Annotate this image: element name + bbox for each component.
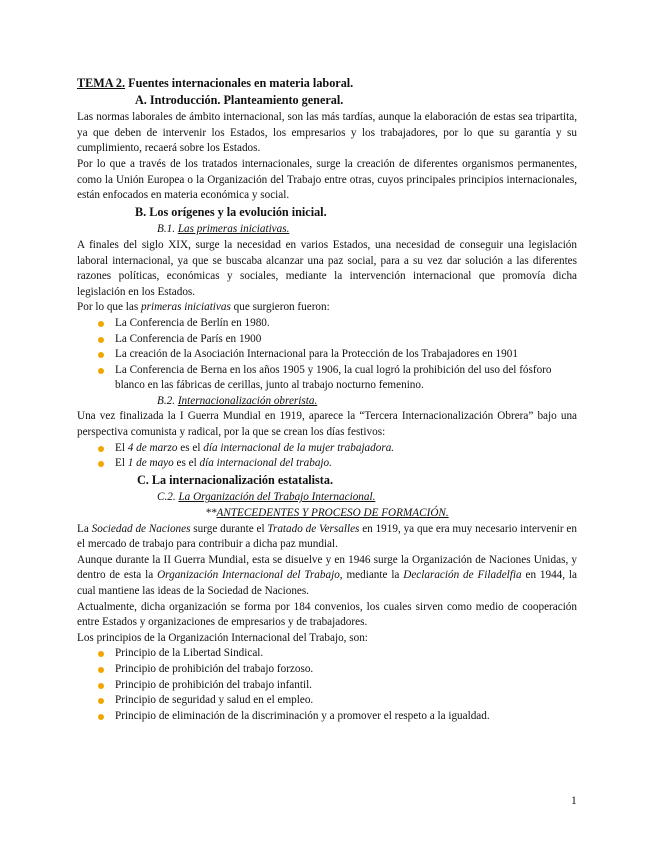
text-run: **	[205, 507, 217, 520]
paragraph	[77, 553, 577, 600]
document-title	[77, 76, 577, 92]
list-item: La creación de la Asociación Internacional para la Protección de los Trabajadores en 1901	[115, 347, 577, 363]
text-run: Organización Internacional del Trabajo	[157, 569, 340, 582]
list-item: Principio de prohibición del trabajo infantil.	[115, 678, 577, 694]
text-run: Declaración de Filadelfia	[403, 569, 522, 582]
subsection-b2-heading	[77, 394, 577, 410]
page-number: 1	[571, 795, 577, 807]
subsection-number: B.2.	[157, 394, 178, 407]
text-run: es el	[173, 457, 200, 470]
list-item	[115, 441, 577, 457]
text-run: surge durante el	[190, 522, 268, 535]
text-run: primeras iniciativas	[141, 301, 231, 314]
list-item: La Conferencia de París en 1900	[115, 332, 577, 348]
subsection-title: Internacionalización obrerista.	[177, 394, 318, 407]
text-run: día internacional del trabajo.	[199, 457, 332, 470]
section-a-heading: A. Introducción. Planteamiento general.	[135, 92, 344, 107]
paragraph: Por lo que a través de los tratados internacionales, surge la creación de diferentes organismos permanentes, como la Unión Europea o la Organización del Trabajo entre otras, cuyos principales principios internacionales, están enfocados en materia económica y social.	[77, 157, 577, 202]
subsection-title: Las primeras iniciativas.	[177, 223, 290, 236]
subsection-number: B.1.	[157, 223, 178, 236]
section-c-heading: C. La internacionalización estatalista.	[137, 472, 333, 487]
text-run: 1 de mayo	[127, 457, 174, 470]
list-item: Principio de la Libertad Sindical.	[115, 646, 577, 662]
text-run: , mediante la	[339, 569, 404, 582]
text-run: Por lo que las	[77, 301, 142, 314]
antecedentes-heading	[77, 506, 577, 522]
text-run: El	[115, 441, 128, 454]
text-run: que surgieron fueron:	[230, 301, 330, 314]
title-text: Fuentes internacionales en materia laboral.	[125, 76, 354, 90]
title-number: TEMA 2.	[77, 76, 126, 90]
section-b-heading: B. Los orígenes y la evolución inicial.	[135, 204, 327, 219]
subsection-c2-heading	[77, 490, 577, 506]
bullet-list-b1	[77, 316, 577, 394]
text-run: en 1919, ya que era muy necesario intervenir en el mercado de trabajo para contribuir a dicha paz mundial.	[77, 522, 577, 551]
text-run: es el	[177, 441, 204, 454]
paragraph: A finales del siglo XIX, surge la necesidad en varios Estados, una necesidad de conseguir una legislación laboral internacional, ya que se buscaba alcanzar una paz social, para a su vez dar solución a las diferentes razones políticas, económicas y sociales, mediante la intervención internacional que promovía dicha legislación en los Estados.	[77, 238, 577, 298]
list-item: Principio de eliminación de la discriminación y a promover el respeto a la igualdad.	[115, 709, 577, 725]
document-page	[77, 76, 577, 724]
list-item: La Conferencia de Berlín en 1980.	[115, 316, 577, 332]
subsection-number: C.2.	[157, 491, 179, 504]
paragraph: Actualmente, dicha organización se forma por 184 convenios, los cuales sirven como medio de cooperación entre Estados y organizaciones de empresarios y de trabajadores.	[77, 600, 577, 629]
list-item: Principio de seguridad y salud en el empleo.	[115, 693, 577, 709]
subsection-b1-heading	[77, 222, 577, 238]
text-run: en 1944, la cual mantiene las ideas de la Sociedad de Naciones.	[77, 569, 578, 597]
text-run: Sociedad de Naciones	[91, 522, 191, 535]
text-run: 4 de marzo	[127, 441, 178, 454]
list-item	[115, 456, 577, 472]
text-run: Aunque durante la II Guerra Mundial, esta se disuelve y en 1946 surge la Organización de Naciones Unidas, y dentro de esta la	[77, 553, 577, 582]
bullet-list-c2	[77, 646, 577, 724]
paragraph: Una vez finalizada la I Guerra Mundial en 1919, aparece la “Tercera Internacionalización Obrera” bajo una perspectiva comunista y radical, por la que se crean los días festivos:	[77, 410, 577, 439]
list-item: La Conferencia de Berna en los años 1905 y 1906, la cual logró la prohibición del uso del fósforo blanco en las fábricas de cerillas, junto al trabajo nocturno femenino.	[115, 363, 577, 394]
text-run: día internacional de la mujer trabajadora.	[203, 441, 395, 454]
paragraph: Las normas laborales de ámbito internacional, son las más tardías, aunque la elaboración de estas sea tripartita, ya que deben de intervenir los Estados, los empresarios y los trabajadores, por lo que su garantía y su cumplimiento, recaerá sobre los Estados.	[77, 111, 577, 155]
text-run: El	[115, 457, 128, 470]
text-run: ANTECEDENTES Y PROCESO DE FORMACIÓN.	[216, 507, 449, 520]
text-run: La	[77, 522, 92, 535]
subsection-title: La Organización del Trabajo Internacional.	[178, 491, 376, 504]
paragraph	[77, 300, 577, 316]
paragraph: Los principios de la Organización Internacional del Trabajo, son:	[77, 631, 368, 644]
bullet-list-b2	[77, 441, 577, 472]
list-item: Principio de prohibición del trabajo forzoso.	[115, 662, 577, 678]
text-run: Tratado de Versalles	[267, 522, 360, 535]
paragraph	[77, 522, 577, 553]
